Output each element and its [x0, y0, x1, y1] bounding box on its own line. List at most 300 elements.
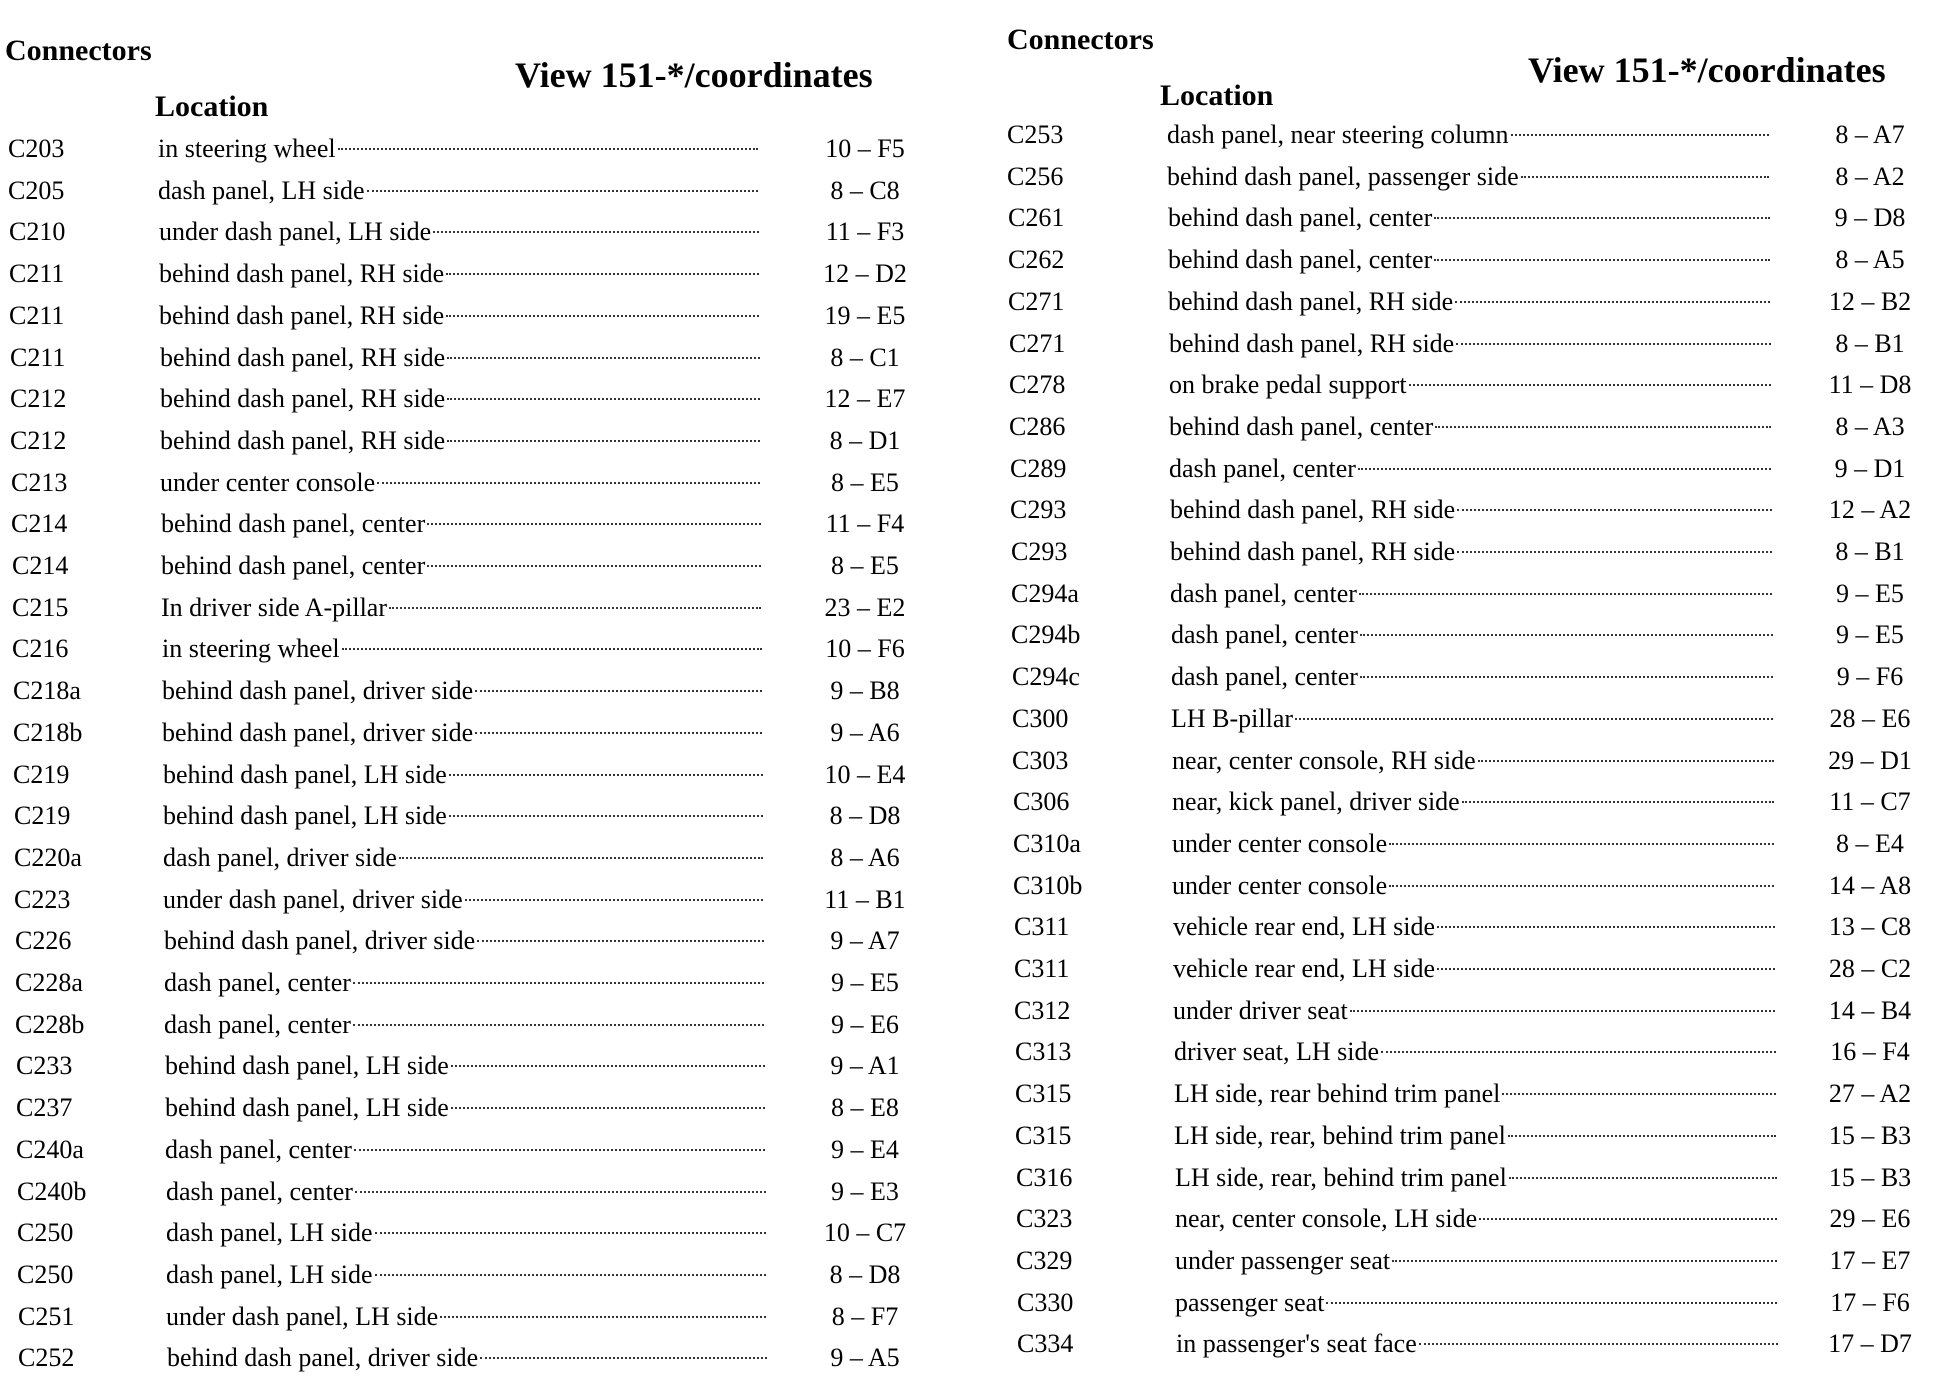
- connector-row: [0, 503, 960, 544]
- connector-coordinate: 9 – E3: [831, 1177, 899, 1206]
- connector-location-text: behind dash panel, center: [1168, 203, 1433, 232]
- dot-leader: [1350, 1010, 1775, 1012]
- connector-id: C226: [15, 926, 72, 955]
- dot-leader: [389, 607, 761, 609]
- connector-location-text: behind dash panel, RH side: [159, 259, 445, 288]
- connector-row: [1005, 1240, 1940, 1281]
- connector-location-text: dash panel, center: [1171, 620, 1358, 649]
- connector-location-text: In driver side A-pillar: [161, 593, 387, 622]
- connector-row: [0, 1212, 960, 1253]
- dot-leader: [1434, 217, 1770, 219]
- connector-id: C271: [1009, 329, 1066, 358]
- dot-leader: [353, 982, 764, 984]
- connector-row: [0, 1337, 960, 1378]
- connector-id: C211: [10, 343, 66, 372]
- connector-id: C228b: [15, 1010, 85, 1039]
- connector-coordinate: 11 – F4: [825, 509, 905, 538]
- connector-location: [164, 1004, 764, 1045]
- dot-leader: [1359, 593, 1772, 595]
- connector-row: [0, 837, 960, 878]
- connector-row: [0, 378, 960, 419]
- connector-location-text: under dash panel, LH side: [166, 1302, 439, 1331]
- view-coordinates-title: View 151-*/coordinates: [1528, 50, 1886, 90]
- connector-location: [162, 712, 762, 753]
- connector-location: [1169, 448, 1771, 489]
- connector-id: C310b: [1013, 871, 1083, 900]
- connector-location: [1173, 948, 1775, 989]
- dot-leader: [1360, 676, 1773, 678]
- dot-leader: [1392, 1260, 1777, 1262]
- connector-location: [1172, 823, 1774, 864]
- connector-location-text: dash panel, driver side: [163, 843, 397, 872]
- connector-coordinate: 8 – E4: [1836, 829, 1904, 858]
- connector-location-text: LH side, rear, behind trim panel: [1175, 1163, 1507, 1192]
- connector-location-text: behind dash panel, driver side: [162, 718, 474, 747]
- connector-row: [1005, 1115, 1940, 1156]
- connector-row: [1005, 489, 1940, 530]
- connector-location-text: under passenger seat: [1175, 1246, 1391, 1275]
- connector-id: C323: [1016, 1204, 1073, 1233]
- connector-location: [166, 1296, 766, 1337]
- connector-id: C215: [12, 593, 69, 622]
- connector-location: [162, 670, 762, 711]
- connector-location-text: under center console: [160, 468, 376, 497]
- connector-coordinate: 17 – E7: [1829, 1246, 1911, 1275]
- connector-location-text: dash panel, center: [1170, 579, 1357, 608]
- connector-row: [0, 420, 960, 461]
- connector-location-text: behind dash panel, RH side: [1169, 329, 1455, 358]
- connector-location-text: LH side, rear, behind trim panel: [1174, 1121, 1506, 1150]
- connector-coordinate: 9 – B8: [830, 676, 900, 705]
- connector-id: C237: [16, 1093, 73, 1122]
- connector-location-text: behind dash panel, center: [1169, 412, 1434, 441]
- connector-id: C313: [1015, 1037, 1072, 1066]
- dot-leader: [449, 774, 763, 776]
- connector-location: [166, 1254, 766, 1295]
- section-title: Connectors: [5, 34, 152, 67]
- connector-row: [0, 337, 960, 378]
- connector-coordinate: 10 – F5: [825, 134, 905, 163]
- connector-id: C240a: [16, 1135, 84, 1164]
- connector-coordinate: 29 – E6: [1829, 1204, 1911, 1233]
- connector-row: [1005, 865, 1940, 906]
- connector-coordinate: 9 – E4: [831, 1135, 899, 1164]
- connector-coordinate: 14 – B4: [1828, 996, 1912, 1025]
- connector-row: [1005, 1282, 1940, 1323]
- connector-location: [163, 754, 763, 795]
- connector-location: [165, 1045, 765, 1086]
- connector-coordinate: 9 – F6: [1836, 662, 1904, 691]
- dot-leader: [1457, 551, 1772, 553]
- connector-row: [1005, 948, 1940, 989]
- connector-row: [0, 1254, 960, 1295]
- connector-coordinate: 9 – A1: [830, 1051, 900, 1080]
- connector-row: [1005, 156, 1940, 197]
- section-title: Connectors: [1007, 23, 1154, 56]
- connector-id: C316: [1016, 1163, 1073, 1192]
- connector-location-text: behind dash panel, LH side: [165, 1093, 449, 1122]
- connector-coordinate: 10 – C7: [823, 1218, 907, 1247]
- dot-leader: [440, 1316, 766, 1318]
- connector-location-text: under center console: [1172, 829, 1388, 858]
- connector-id: C253: [1007, 120, 1064, 149]
- dot-leader: [446, 273, 759, 275]
- connector-location-text: behind dash panel, RH side: [1168, 287, 1454, 316]
- connector-id: C212: [10, 384, 67, 413]
- connector-row: [0, 211, 960, 252]
- connector-coordinate: 8 – E8: [831, 1093, 899, 1122]
- dot-leader: [1360, 634, 1773, 636]
- connector-location: [158, 128, 758, 169]
- connector-id: C286: [1009, 412, 1066, 441]
- connector-row: [0, 170, 960, 211]
- connector-id: C211: [9, 301, 65, 330]
- connector-coordinate: 11 – C7: [1829, 787, 1911, 816]
- connector-coordinate: 10 – F6: [825, 634, 905, 663]
- connector-coordinate: 8 – E5: [831, 551, 899, 580]
- connector-row: [1005, 906, 1940, 947]
- connector-coordinate: 8 – A2: [1835, 162, 1905, 191]
- dot-leader: [1479, 1218, 1777, 1220]
- connector-coordinate: 8 – D1: [829, 426, 901, 455]
- connector-location-text: near, kick panel, driver side: [1172, 787, 1460, 816]
- connector-row: [0, 1129, 960, 1170]
- connector-row: [0, 1004, 960, 1045]
- connector-location: [1172, 865, 1774, 906]
- connector-row: [1005, 740, 1940, 781]
- connector-location: [165, 1129, 765, 1170]
- connector-id: C210: [9, 217, 66, 246]
- connector-id: C311: [1014, 912, 1070, 941]
- connector-row: [0, 1171, 960, 1212]
- connector-location-text: under dash panel, driver side: [163, 885, 463, 914]
- dot-leader: [1509, 1177, 1777, 1179]
- connector-coordinate: 8 – E5: [831, 468, 899, 497]
- connector-coordinate: 8 – F7: [831, 1302, 899, 1331]
- connector-location-text: dash panel, center: [165, 1135, 352, 1164]
- connector-id: C300: [1012, 704, 1069, 733]
- connector-location-text: behind dash panel, driver side: [162, 676, 474, 705]
- connector-coordinate: 12 – D2: [823, 259, 907, 288]
- connector-coordinate: 8 – A3: [1835, 412, 1905, 441]
- connector-coordinate: 12 – A2: [1828, 495, 1912, 524]
- connector-row: [0, 545, 960, 586]
- connector-id: C219: [14, 801, 71, 830]
- connector-location-text: dash panel, center: [166, 1177, 353, 1206]
- connector-location-text: dash panel, LH side: [158, 176, 365, 205]
- dot-leader: [1419, 1343, 1778, 1345]
- connector-id: C289: [1010, 454, 1067, 483]
- dot-leader: [1457, 509, 1772, 511]
- connector-location: [160, 420, 760, 461]
- connector-location-text: behind dash panel, driver side: [164, 926, 476, 955]
- connector-coordinate: 9 – A6: [830, 718, 900, 747]
- dot-leader: [427, 523, 761, 525]
- dot-leader: [1389, 885, 1774, 887]
- connector-location: [1175, 1157, 1777, 1198]
- connector-location-text: in steering wheel: [158, 134, 336, 163]
- connector-location: [1167, 156, 1769, 197]
- dot-leader: [377, 482, 760, 484]
- connector-id: C293: [1010, 495, 1067, 524]
- dot-leader: [1326, 1302, 1777, 1304]
- connector-row: [0, 462, 960, 503]
- connector-id: C211: [9, 259, 65, 288]
- connector-location-text: dash panel, center: [164, 1010, 351, 1039]
- connector-location: [159, 211, 759, 252]
- dot-leader: [1455, 301, 1770, 303]
- connector-id: C306: [1013, 787, 1070, 816]
- connector-location-text: behind dash panel, driver side: [167, 1343, 479, 1372]
- connector-id: C256: [1007, 162, 1064, 191]
- connector-id: C233: [16, 1051, 73, 1080]
- connector-location-text: behind dash panel, RH side: [160, 384, 446, 413]
- connector-location-text: passenger seat: [1175, 1288, 1325, 1317]
- connector-id: C216: [12, 634, 69, 663]
- connector-coordinate: 8 – A6: [830, 843, 900, 872]
- connector-location-text: driver seat, LH side: [1174, 1037, 1380, 1066]
- connector-row: [0, 128, 960, 169]
- connector-location-text: behind dash panel, center: [161, 551, 426, 580]
- dot-leader: [353, 1024, 764, 1026]
- connector-id: C220a: [14, 843, 82, 872]
- connector-coordinate: 11 – D8: [1828, 370, 1912, 399]
- connector-row: [1005, 781, 1940, 822]
- connector-location-text: behind dash panel, LH side: [163, 760, 447, 789]
- connector-location: [1175, 1240, 1777, 1281]
- connector-row: [0, 712, 960, 753]
- connector-id: C310a: [1013, 829, 1081, 858]
- connector-location-text: behind dash panel, center: [1168, 245, 1433, 274]
- connector-id: C334: [1017, 1329, 1074, 1358]
- connector-location: [1169, 323, 1771, 364]
- connector-id: C218b: [13, 718, 83, 747]
- connector-row: [1005, 1198, 1940, 1239]
- connector-row: [1005, 114, 1940, 155]
- connector-location-text: behind dash panel, RH side: [160, 426, 446, 455]
- dot-leader: [399, 857, 763, 859]
- connector-coordinate: 13 – C8: [1828, 912, 1912, 941]
- dot-leader: [375, 1232, 766, 1234]
- dot-leader: [465, 899, 763, 901]
- connector-location-text: in steering wheel: [162, 634, 340, 663]
- connector-id: C303: [1012, 746, 1069, 775]
- dot-leader: [1511, 134, 1770, 136]
- connector-row: [0, 795, 960, 836]
- connector-id: C218a: [13, 676, 81, 705]
- connector-row: [1005, 573, 1940, 614]
- connector-location: [163, 837, 763, 878]
- connector-location: [159, 295, 759, 336]
- connector-location: [1168, 197, 1770, 238]
- connector-location-text: behind dash panel, LH side: [165, 1051, 449, 1080]
- dot-leader: [427, 565, 761, 567]
- dot-leader: [1478, 760, 1774, 762]
- connector-location: [161, 545, 761, 586]
- dot-leader: [355, 1191, 766, 1193]
- connector-coordinate: 12 – E7: [824, 384, 906, 413]
- dot-leader: [477, 940, 764, 942]
- connector-location: [164, 920, 764, 961]
- connector-id: C294b: [1011, 620, 1081, 649]
- connector-location: [160, 378, 760, 419]
- connector-coordinate: 8 – A7: [1835, 120, 1905, 149]
- connector-location-text: near, center console, LH side: [1175, 1204, 1478, 1233]
- connector-location: [1168, 281, 1770, 322]
- dot-leader: [446, 315, 759, 317]
- connector-row: [1005, 1323, 1940, 1364]
- dot-leader: [447, 357, 760, 359]
- connector-location: [1171, 698, 1773, 739]
- connector-location: [1168, 239, 1770, 280]
- connector-row: [1005, 364, 1940, 405]
- dot-leader: [1434, 259, 1770, 261]
- connector-coordinate: 11 – F3: [825, 217, 905, 246]
- connector-coordinate: 8 – B1: [1835, 537, 1905, 566]
- connector-location-text: dash panel, LH side: [166, 1260, 373, 1289]
- connector-row: [1005, 239, 1940, 280]
- dot-leader: [1389, 843, 1774, 845]
- dot-leader: [1437, 968, 1775, 970]
- connector-row: [0, 879, 960, 920]
- connector-id: C261: [1008, 203, 1065, 232]
- dot-leader: [354, 1149, 765, 1151]
- connector-location: [1175, 1282, 1777, 1323]
- connector-coordinate: 8 – C8: [830, 176, 900, 205]
- connector-id: C240b: [17, 1177, 87, 1206]
- connector-location-text: behind dash panel, passenger side: [1167, 162, 1519, 191]
- connector-location: [1173, 990, 1775, 1031]
- connector-location: [160, 462, 760, 503]
- connector-location: [1176, 1323, 1778, 1364]
- connector-coordinate: 8 – D8: [829, 1260, 901, 1289]
- connector-row: [1005, 323, 1940, 364]
- connector-row: [0, 1087, 960, 1128]
- dot-leader: [447, 398, 760, 400]
- connector-location: [1169, 364, 1771, 405]
- connector-location-text: behind dash panel, RH side: [1170, 537, 1456, 566]
- connector-location: [160, 337, 760, 378]
- connector-coordinate: 11 – B1: [824, 885, 906, 914]
- connector-location-text: dash panel, near steering column: [1167, 120, 1509, 149]
- connector-row: [0, 962, 960, 1003]
- connector-coordinate: 9 – E5: [831, 968, 899, 997]
- connector-id: C278: [1009, 370, 1066, 399]
- connector-row: [1005, 197, 1940, 238]
- connector-location: [1174, 1115, 1776, 1156]
- dot-leader: [451, 1065, 765, 1067]
- dot-leader: [338, 148, 758, 150]
- connector-id: C262: [1008, 245, 1065, 274]
- connector-location-text: dash panel, LH side: [166, 1218, 373, 1247]
- connector-coordinate: 9 – A7: [830, 926, 900, 955]
- connector-location-text: behind dash panel, LH side: [163, 801, 447, 830]
- connector-coordinate: 10 – E4: [824, 760, 906, 789]
- dot-leader: [1381, 1051, 1776, 1053]
- dot-leader: [475, 690, 762, 692]
- connector-coordinate: 15 – B3: [1828, 1121, 1912, 1150]
- connector-location: [1173, 906, 1775, 947]
- connector-coordinate: 16 – F4: [1830, 1037, 1910, 1066]
- connector-row: [1005, 448, 1940, 489]
- connector-location-text: on brake pedal support: [1169, 370, 1407, 399]
- connector-row: [1005, 1157, 1940, 1198]
- connector-row: [0, 1045, 960, 1086]
- dot-leader: [475, 732, 762, 734]
- connector-id: C223: [14, 885, 71, 914]
- connector-row: [0, 1296, 960, 1337]
- connector-location: [163, 795, 763, 836]
- connector-coordinate: 9 – D8: [1834, 203, 1906, 232]
- connector-row: [0, 295, 960, 336]
- connector-location: [165, 1087, 765, 1128]
- connector-row: [1005, 281, 1940, 322]
- connector-row: [0, 253, 960, 294]
- connector-coordinate: 8 – A5: [1835, 245, 1905, 274]
- dot-leader: [1502, 1093, 1776, 1095]
- dot-leader: [449, 815, 763, 817]
- connector-location: [167, 1337, 767, 1378]
- connector-id: C311: [1014, 954, 1070, 983]
- connector-location: [166, 1212, 766, 1253]
- connector-location-text: dash panel, center: [164, 968, 351, 997]
- connector-location-text: under driver seat: [1173, 996, 1348, 1025]
- connector-id: C252: [18, 1343, 75, 1372]
- connector-location-text: in passenger's seat face: [1176, 1329, 1417, 1358]
- connector-coordinate: 9 – E5: [1836, 620, 1904, 649]
- dot-leader: [1456, 343, 1771, 345]
- connector-row: [0, 920, 960, 961]
- connector-id: C312: [1014, 996, 1071, 1025]
- connector-id: C213: [11, 468, 68, 497]
- connector-location: [1167, 114, 1769, 155]
- connector-coordinate: 28 – C2: [1828, 954, 1912, 983]
- dot-leader: [1358, 468, 1771, 470]
- connector-location: [1174, 1073, 1776, 1114]
- connector-location: [161, 503, 761, 544]
- connector-id: C205: [8, 176, 65, 205]
- connector-id: C315: [1015, 1121, 1072, 1150]
- location-title: Location: [155, 90, 269, 123]
- connector-id: C228a: [15, 968, 83, 997]
- connector-id: C329: [1016, 1246, 1073, 1275]
- connector-row: [0, 670, 960, 711]
- connector-id: C293: [1011, 537, 1068, 566]
- dot-leader: [447, 440, 760, 442]
- connector-row: [1005, 1031, 1940, 1072]
- connector-location: [159, 253, 759, 294]
- connector-coordinate: 9 – E5: [1836, 579, 1904, 608]
- connector-location-text: dash panel, center: [1171, 662, 1358, 691]
- connector-location: [1170, 489, 1772, 530]
- connector-coordinate: 8 – C1: [830, 343, 900, 372]
- dot-leader: [1437, 926, 1775, 928]
- connector-location-text: LH side, rear behind trim panel: [1174, 1079, 1501, 1108]
- connector-location: [164, 962, 764, 1003]
- connector-id: C271: [1008, 287, 1065, 316]
- connector-location: [162, 628, 762, 669]
- connector-location: [1174, 1031, 1776, 1072]
- connector-location-text: behind dash panel, RH side: [160, 343, 446, 372]
- dot-leader: [1462, 801, 1774, 803]
- dot-leader: [1409, 384, 1771, 386]
- connector-id: C214: [11, 509, 68, 538]
- location-title: Location: [1160, 79, 1274, 112]
- connector-id: C294a: [1011, 579, 1079, 608]
- connector-id: C250: [17, 1260, 74, 1289]
- connector-location-text: near, center console, RH side: [1172, 746, 1476, 775]
- connector-row: [1005, 406, 1940, 447]
